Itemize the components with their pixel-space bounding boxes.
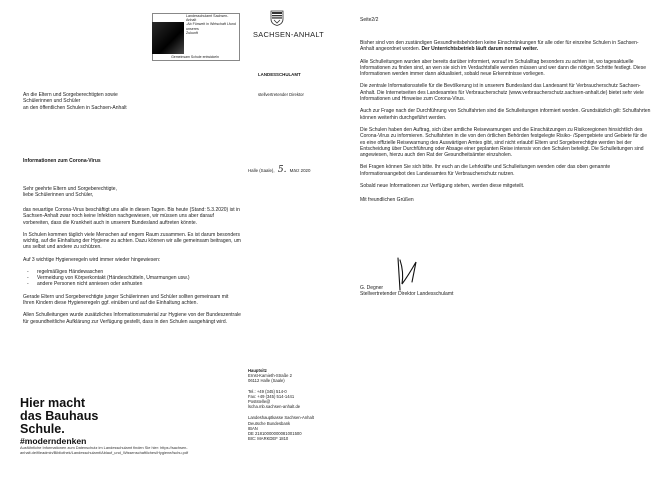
body-text-left: [23, 207, 241, 325]
director-label: stellvertretender Direktor: [258, 92, 304, 97]
date-line: [248, 167, 310, 174]
school-logo-image: [152, 22, 184, 54]
slogan-line-1: Hier macht: [20, 396, 86, 410]
paragraph: Auch zur Frage nach der Durchführung von Schulfahrten sind die Schulleitungen informiert worden. Grundsätzlich gilt: Schulfahrten können weiterhin durchgeführt werden.: [360, 108, 651, 121]
hygiene-rules-list: [23, 269, 241, 288]
date-place: Halle (Saale),: [248, 168, 275, 173]
office-name: LANDESSCHULAMT: [258, 72, 301, 77]
recipient-block: [23, 92, 223, 111]
list-item: - regelmäßiges Händewaschen: [37, 269, 241, 275]
paragraph: Auf 3 wichtige Hygieneregeln wird immer wieder hingewiesen:: [23, 256, 161, 263]
school-logo-footer: Gemeinsam Schule entwickeln: [171, 55, 219, 59]
bank-line: BIC: MARKDEF 1810: [248, 436, 289, 442]
subject-line: Informationen zum Corona-Virus: [23, 158, 101, 164]
paragraph-text: Bisher sind von den zuständigen Gesundheitsbehörden keine Einschränkungen für alle oder für einzelne Schulen in Sachsen-Anhalt angeordnet worden.: [360, 40, 639, 53]
paragraph: Die Schulen haben den Auftrag, sich über amtliche Reisewarnungen und die Einschätzungen zu Risikoregionen hinsichtlich des Corona-Virus zu informieren. Schulfahrten in die von den örtlichen Behörden festgelegte Risiko- /Sperrgebiete und Gebiete für die es eine offizielle Reisewarnung des Auswärtigen Amtes gibt, sind nicht erlaubt! Eltern und Sorgeberechtigte werden bei der Entscheidung über Durchführung oder Absage einer geplanten Reise intensiv von den Schulen beteiligt. Die Schulleitungen sind angewiesen, hierzu auch den Rat der Gesundheitsämter einzuholen.: [360, 126, 648, 159]
letter-page-2: [358, 0, 666, 484]
logo-line-2: -Ab Fünweit in Wirtschaft Lfund unseres: [186, 22, 236, 31]
body-text-right: [360, 40, 652, 204]
list-item: - Vermeidung von Körperkontakt (Händeschütteln, Umarmungen usw.): [37, 275, 241, 281]
bank-line: IBAN: [248, 425, 258, 431]
paragraph: das neuartige Corona-Virus beschäftigt uns alle in diesen Tagen. Bis heute (Stand: 5.3.2020) ist in Sachsen-Anhalt zwar noch keine Infektion nachgewiesen, wir müssen uns aber darauf vorbereiten, dass die Krankheit auch in unserem Bundesland auftreten könnte.: [23, 207, 240, 226]
paragraph: Allen Schulleitungen wurde zusätzliches Informationsmaterial zur Hygiene von der Bundeszentrale für gesundheitliche Aufklärung zur Verfügung gestellt, dass in den Schulen ausgehängt wird.: [23, 312, 241, 325]
salutation-line-1: Sehr geehrte Eltern und Sorgeberechtigte,: [23, 186, 117, 192]
privacy-footnote: Ausführliche Informationen zum Datenschutz im Landesschulamt finden Sie hier: https://sachsen-anhalt.de/fileadmin/Bibliothek/Landesschulamt/Ablauf_und_Wissenschaftliches/Hygiene/lschu.pdf: [20, 445, 189, 455]
date-day: 5.: [277, 165, 287, 175]
bank-line: DE 21810000000081001500: [248, 431, 302, 437]
contact-block: [248, 368, 348, 441]
contact-fax: Fax: +49 (345) 514-1441: [248, 393, 295, 399]
salutation: [23, 186, 117, 199]
paragraph: Die zentrale Informationsstelle für die Bevölkerung ist in unserem Bundesland das Landesamt für Verbraucherschutz Sachsen-Anhalt. Die Internetseiten des Landesamtes für Verbraucherschutz (www.verbraucherschutz.sachsen-anhalt.de) bietet sehr viele Informationen und Hinweise zum Corona-Virus.: [360, 83, 644, 103]
signer-role: Stellvertretender Direktor Landesschulamt: [360, 291, 454, 298]
paragraph-emphasis: Der Unterrichtsbetrieb läuft darum normal weiter.: [421, 46, 539, 53]
paragraph: Gerade Eltern und Sorgeberechtigte junger Schülerinnen und Schüler sollten gemeinsam mit Ihren Kindern diese Hygieneregeln ggf. einüben und auf die Einhaltung achten.: [23, 293, 229, 306]
paragraph: Alle Schulleitungen wurden aber bereits darüber informiert, worauf im Schulalltag besonders zu achten ist, wo tagesaktuelle Informationen zu finden sind, an wen sie sich im Verdachtsfalle wenden müssen und wer dann die nötigen Schritte festlegt. Diese Informationen werden immer dann aktualisiert, sobald neue Erkenntnisse vorliegen.: [360, 58, 646, 78]
page-number: Seite2/2: [360, 17, 379, 23]
paragraph: [360, 40, 652, 53]
date-month-year: März 2020: [289, 168, 311, 173]
contact-email-label: Poststelle@: [248, 399, 271, 405]
list-item: - andere Personen nicht anniesen oder anhusten: [37, 281, 241, 287]
coat-of-arms-icon: [270, 10, 284, 26]
recipient-line-2: Schülerinnen und Schüler: [23, 98, 81, 105]
bank-line: Deutsche Bundesbank: [248, 420, 291, 426]
paragraph: Sobald neue Informationen zur Verfügung stehen, werden diese mitgeteilt.: [360, 183, 525, 190]
contact-street: Ernst-Kamieth-Straße 2: [248, 373, 292, 379]
slogan-line-2: das Bauhaus: [20, 408, 99, 423]
recipient-line-3: an den öffentlichen Schulen in Sachsen-Anhalt: [23, 104, 127, 111]
slogan-line-3: Schule.: [20, 421, 65, 436]
contact-phone: Tel.: +49 (345) 514-0: [248, 388, 287, 394]
paragraph: Bei Fragen können Sie sich bitte. Ihr euch an die Lehrkräfte und Schulleitungen wenden oder das oben genannte Informationsangebot des Landesamtes für Verbraucherschutz nutzen.: [360, 164, 611, 177]
closing: Mit freundlichen Grüßen: [360, 197, 414, 204]
contact-email: lscha.mb.sachsen-anhalt.de: [248, 404, 301, 410]
contact-city: 06112 Halle (Saale): [248, 378, 285, 384]
salutation-line-2: liebe Schülerinnen und Schüler,: [23, 192, 94, 199]
bauhaus-slogan: [20, 397, 98, 448]
paragraph: In Schulen kommen täglich viele Menschen auf engem Raum zusammen. Es ist darum besonders wichtig, auf die Einhaltung der Hygiene zu achten. Dazu können wir alle gemeinsam beitragen, um uns selbst und andere zu schützen.: [23, 231, 241, 251]
logo-line-3: Zukunft: [186, 30, 198, 35]
signer-name: G. Degner: [360, 285, 384, 291]
bank-line: Landeshauptkasse Sachsen-Anhalt: [248, 415, 314, 421]
school-logo-text: [186, 14, 238, 35]
recipient-line-1: An die Eltern und Sorgeberechtigten sowie: [23, 92, 118, 98]
logo-line-1: Landesschulamt Sachsen-Anhalt: [186, 14, 229, 23]
contact-heading: Hauptsitz: [248, 368, 267, 373]
slogan-hashtag: #moderndenken: [20, 436, 87, 447]
signer-block: [360, 285, 453, 298]
state-name: SACHSEN-ANHALT: [253, 30, 324, 39]
